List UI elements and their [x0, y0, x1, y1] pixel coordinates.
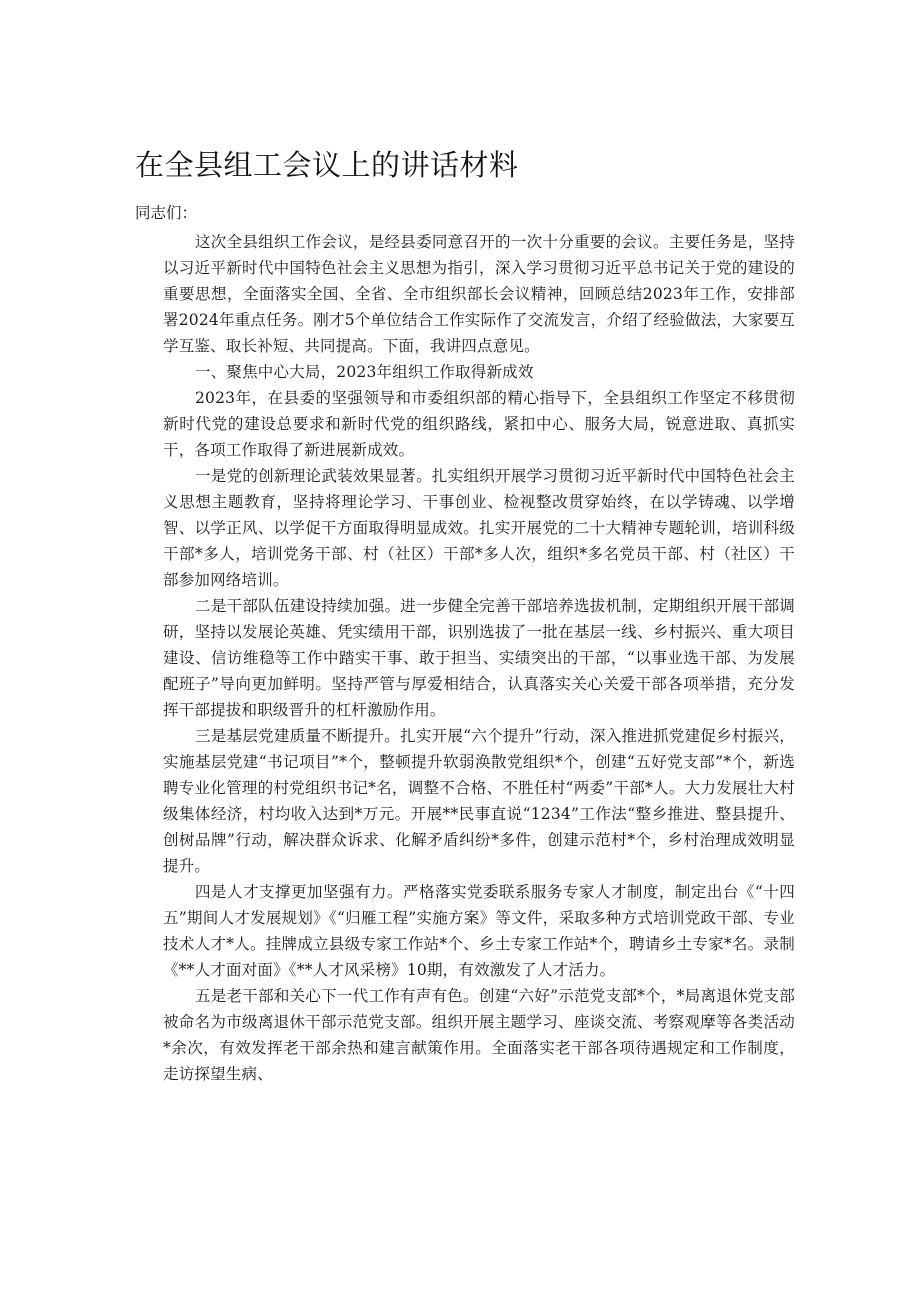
paragraph-theory-armament: 一是党的创新理论武装效果显著。扎实组织开展学习贯彻习近平新时代中国特色社会主义思想主题教育，坚持将理论学习、干事创业、检视整改贯穿始终，在以学铸魂、以学增智、以学正风、以学促干方面取得明显成效。扎实开展党的二十大精神专题轮训，培训科级干部*多人，培训党务干部、村（社区）干部*多人次，组织*多名党员干部、村（社区）干部参加网络培训。: [163, 467, 795, 589]
paragraph-talent-support: 四是人才支撑更加坚强有力。严格落实党委联系服务专家人才制度，制定出台《“十四五”期间人才发展规划》《“归雁工程”实施方案》等文件，采取多种方式培训党政干部、专业技术人才*人。挂牌成立县级专家工作站*个、乡土专家工作站*个，聘请乡土专家*名。录制《**人才面对面》《**人才风采榜》10期，有效激发了人才活力。: [163, 883, 795, 979]
paragraph-summary-2023: 2023年，在县委的坚强领导和市委组织部的精心指导下，全县组织工作坚定不移贯彻新时代党的建设总要求和新时代党的组织路线，紧扣中心、服务大局，锐意进取、真抓实干，各项工作取得了新进展新成效。: [163, 389, 795, 459]
document-title: 在全县组工会议上的讲话材料: [135, 148, 519, 182]
section-heading-1: 一、聚焦中心大局，2023年组织工作取得新成效: [195, 363, 534, 381]
paragraph-veteran-cadres: 五是老干部和关心下一代工作有声有色。创建“六好”示范党支部*个，*局离退休党支部被命名为市级离退休干部示范党支部。组织开展主题学习、座谈交流、考察观摩等各类活动*余次，有效发挥老干部余热和建言献策作用。全面落实老干部各项待遇规定和工作制度，走访探望生病、: [163, 987, 795, 1083]
paragraph-cadre-team: 二是干部队伍建设持续加强。进一步健全完善干部培养选拔机制，定期组织开展干部调研，坚持以发展论英雄、凭实绩用干部，识别选拔了一批在基层一线、乡村振兴、重大项目建设、信访维稳等工作中踏实干事、敢于担当、实绩突出的干部，“以事业选干部、为发展配班子”导向更加鲜明。坚持严管与厚爱相结合，认真落实关心关爱干部各项举措，充分发挥干部提拔和职级晋升的杠杆激励作用。: [163, 597, 795, 719]
paragraph-intro: 这次全县组织工作会议，是经县委同意召开的一次十分重要的会议。主要任务是，坚持以习近平新时代中国特色社会主义思想为指引，深入学习贯彻习近平总书记关于党的建设的重要思想，全面落实全国、全省、全市组织部长会议精神，回顾总结2023年工作，安排部署2024年重点任务。刚才5个单位结合工作实际作了交流发言，介绍了经验做法，大家要互学互鉴、取长补短、共同提高。下面，我讲四点意见。: [163, 233, 795, 355]
salutation: 同志们：: [135, 204, 198, 222]
paragraph-grassroots-party: 三是基层党建质量不断提升。扎实开展“六个提升”行动，深入推进抓党建促乡村振兴，实施基层党建“书记项目”*个，整顿提升软弱涣散党组织*个，创建“五好党支部”*个，新选聘专业化管理的村党组织书记*名，调整不合格、不胜任村“两委”干部*人。大力发展壮大村级集体经济，村均收入达到*万元。开展**民事直说“1234”工作法“整乡推进、整县提升、创树品牌”行动，解决群众诉求、化解矛盾纠纷*多件，创建示范村*个，乡村治理成效明显提升。: [163, 727, 795, 875]
document-body: [163, 229, 795, 1087]
